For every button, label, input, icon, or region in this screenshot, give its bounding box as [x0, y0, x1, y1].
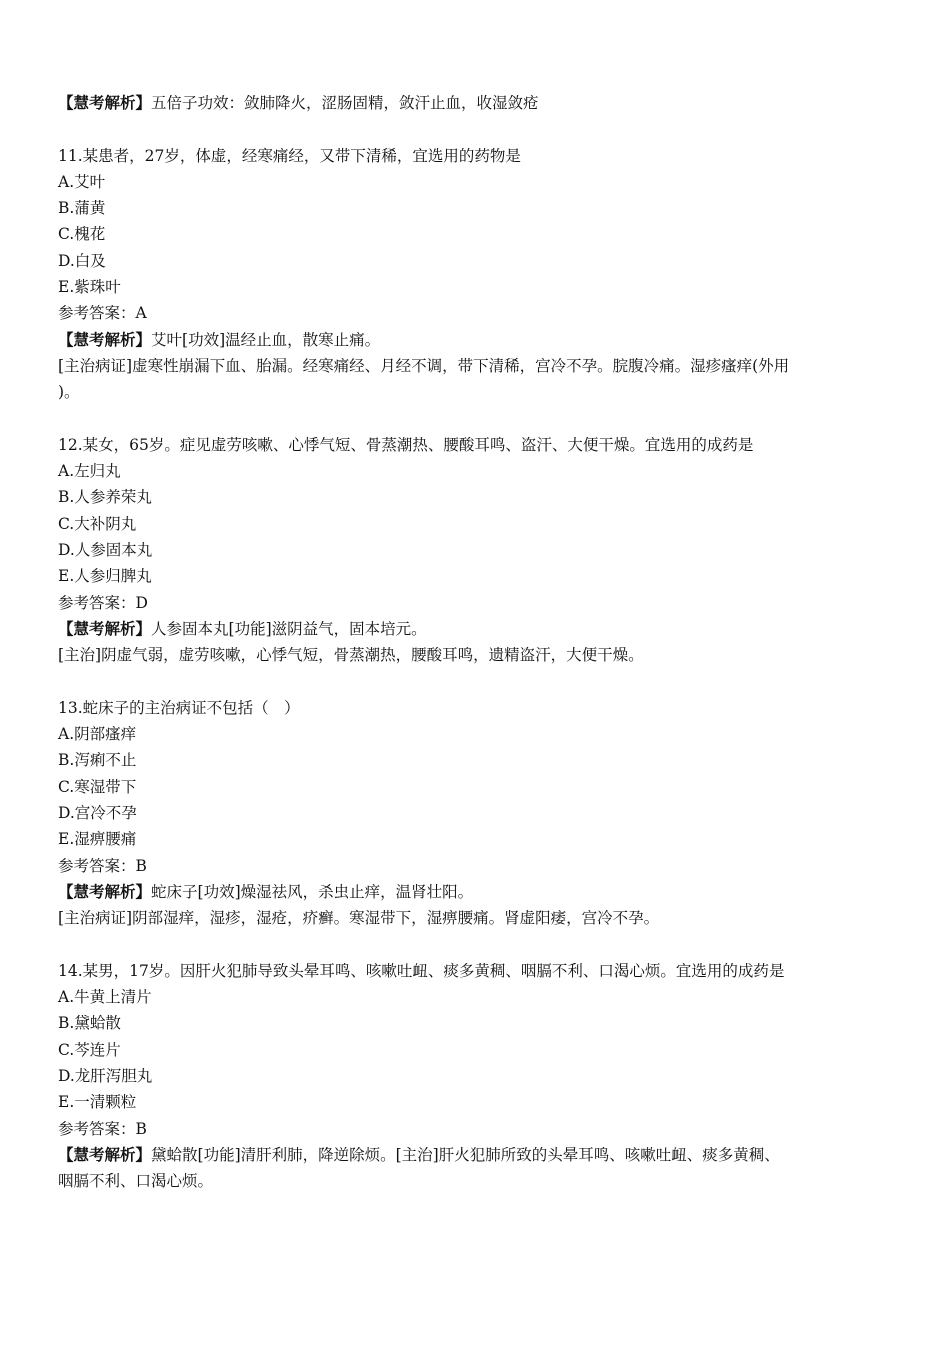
question-13 [58, 695, 898, 932]
option-e: E.湿痹腰痛 [58, 830, 137, 849]
question-stem: 11.某患者，27岁，体虚，经寒痛经，又带下清稀，宜选用的药物是 [58, 146, 521, 165]
document-page [58, 90, 898, 1194]
option-a: A.阴部瘙痒 [58, 725, 137, 744]
analysis-text: 人参固本丸[功能]滋阴益气，固本培元。 [151, 619, 427, 638]
option-a: A.牛黄上清片 [58, 988, 152, 1007]
analysis-text: 艾叶[功效]温经止血，散寒止痛。 [151, 330, 381, 349]
reference-answer: 参考答案：B [58, 1119, 147, 1138]
analysis [58, 327, 898, 353]
intro-analysis [58, 90, 898, 116]
option-d: D.人参固本丸 [58, 541, 153, 560]
analysis-line: )。 [58, 383, 80, 402]
option-b: B.人参养荣丸 [58, 488, 152, 507]
option-e: E.人参归脾丸 [58, 567, 152, 586]
option-d: D.龙肝泻胆丸 [58, 1066, 153, 1085]
analysis [58, 1142, 898, 1168]
option-a: A.艾叶 [58, 172, 106, 191]
question-11 [58, 143, 898, 406]
option-b: B.泻痢不止 [58, 751, 137, 770]
question-12 [58, 432, 898, 669]
question-14 [58, 958, 898, 1195]
option-e: E.一清颗粒 [58, 1093, 137, 1112]
analysis-line: [主治]阴虚气弱，虚劳咳嗽，心悸气短，骨蒸潮热，腰酸耳鸣，遗精盗汗，大便干燥。 [58, 646, 644, 665]
option-b: B.蒲黄 [58, 199, 106, 218]
analysis-tag: 【慧考解析】 [58, 329, 152, 349]
reference-answer: 参考答案：D [58, 593, 148, 612]
analysis-tag: 【慧考解析】 [58, 93, 152, 112]
analysis-line: [主治病证]阴部湿痒，湿疹，湿疮，疥癣。寒湿带下，湿痹腰痛。肾虚阳痿，宫冷不孕。 [58, 909, 660, 928]
option-d: D.宫冷不孕 [58, 804, 137, 823]
analysis [58, 879, 898, 905]
option-c: C.寒湿带下 [58, 777, 137, 796]
option-c: C.芩连片 [58, 1040, 121, 1059]
question-stem: 12.某女，65岁。症见虚劳咳嗽、心悸气短、骨蒸潮热、腰酸耳鸣、盗汗、大便干燥。宜选用的成药是 [58, 435, 754, 454]
analysis-line: 咽膈不利、口渴心烦。 [58, 1172, 214, 1191]
option-d: D.白及 [58, 251, 106, 270]
analysis-text: 蛇床子[功效]燥湿祛风，杀虫止痒，温肾壮阳。 [151, 882, 474, 901]
analysis-tag: 【慧考解析】 [58, 618, 152, 638]
option-b: B.黛蛤散 [58, 1014, 121, 1033]
option-a: A.左归丸 [58, 462, 121, 481]
reference-answer: 参考答案：B [58, 856, 147, 875]
analysis-text: 黛蛤散[功能]清肝利肺，降逆除烦。[主治]肝火犯肺所致的头晕耳鸣、咳嗽吐衄、痰多黄稠、 [151, 1145, 780, 1164]
analysis [58, 616, 898, 642]
analysis-tag: 【慧考解析】 [58, 1144, 152, 1164]
option-c: C.槐花 [58, 225, 106, 244]
analysis-tag: 【慧考解析】 [58, 881, 152, 901]
option-e: E.紫珠叶 [58, 278, 121, 297]
question-stem: 13.蛇床子的主治病证不包括（ ） [58, 698, 300, 717]
analysis-text: 五倍子功效：敛肺降火，涩肠固精，敛汗止血，收湿敛疮 [151, 94, 539, 112]
reference-answer: 参考答案：A [58, 304, 147, 323]
option-c: C.大补阴丸 [58, 514, 137, 533]
question-stem: 14.某男，17岁。因肝火犯肺导致头晕耳鸣、咳嗽吐衄、痰多黄稠、咽膈不利、口渴心烦。宜选用的成药是 [58, 961, 785, 980]
analysis-line: [主治病证]虚寒性崩漏下血、胎漏。经寒痛经、月经不调，带下清稀，宫冷不孕。脘腹冷痛。湿疹瘙痒(外用 [58, 356, 790, 375]
